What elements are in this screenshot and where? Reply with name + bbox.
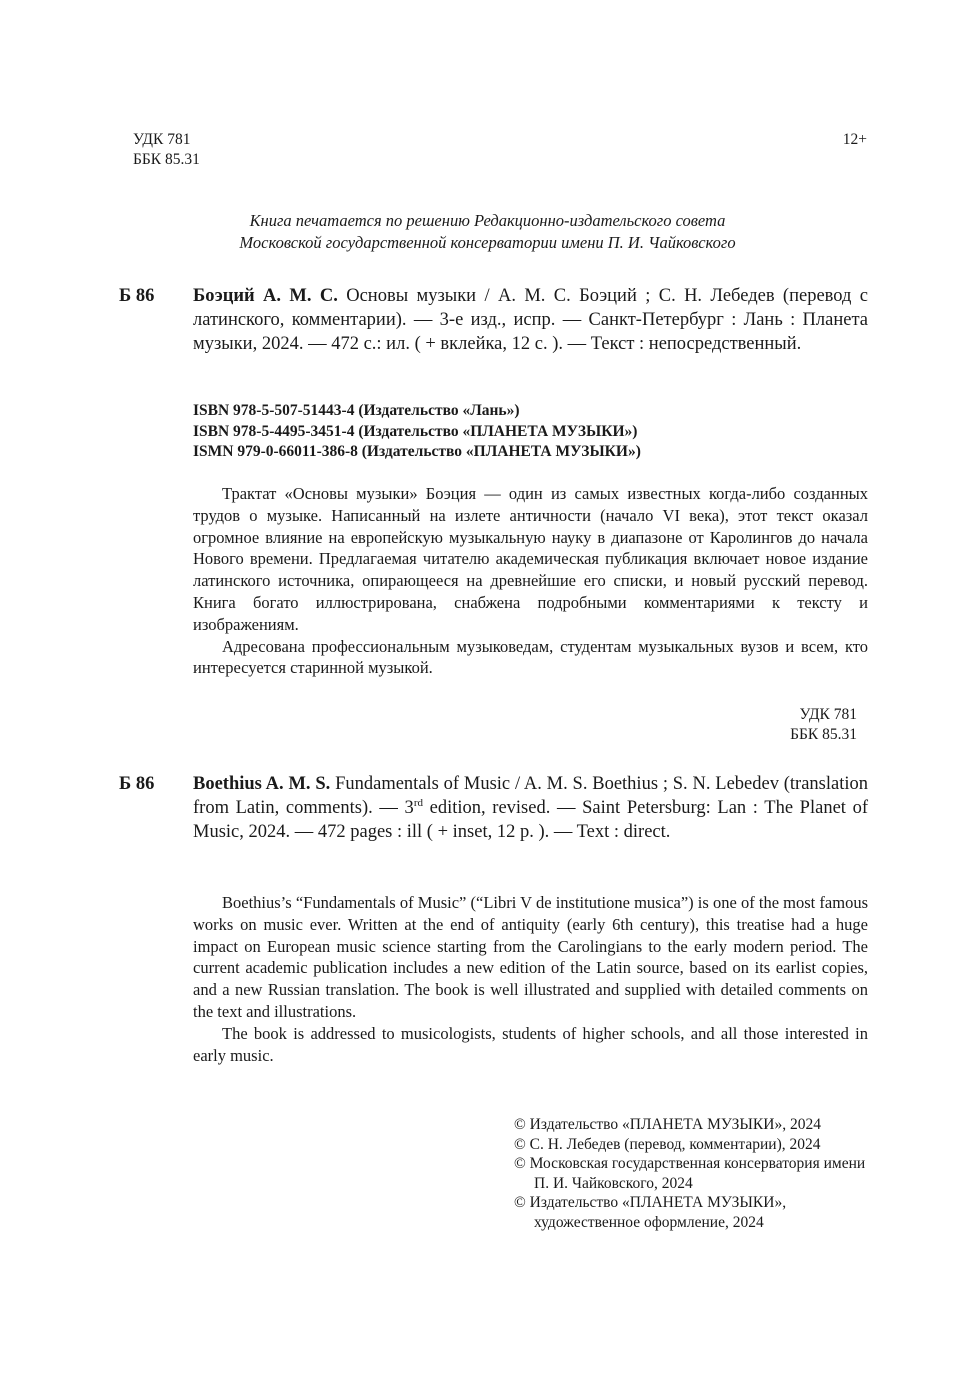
author-sign-ru: Б 86 [119,286,155,306]
ordinal-suffix: rd [413,797,423,809]
classification-codes-top [133,130,200,170]
copyright-item: © Издательство «ПЛАНЕТА МУЗЫКИ», 2024 [514,1116,821,1133]
publication-decision [0,210,975,254]
age-rating: 12+ [842,131,867,148]
entry-text-ru: Основы музыки / А. М. С. Боэций ; С. Н. Лебедев (перевод с латинского, комментарии). — 3-е изд., испр. — Санкт-Петербург : Лань : Планета музыки, 2024. — 472 с.: ил. ( + вклейка, 12 с. ). — Текст : непосредственный. [193,286,868,354]
author-name-en: Boethius A. M. S. [193,774,331,794]
udk-code: УДК 781 [133,131,191,148]
annotation-en-paragraph-1: Boethius’s “Fundamentals of Music” (“Libri V de institutione musica”) is one of the most famous works on music ever. Written at the end of antiquity (early 6th century), this treatise had a huge impact on European music science starting from the Carolingians to the early modern period. The current academic publication includes a new edition of the Latin source, based on its earlist copies, and a new Russian translation. The book is well illustrated and supplied with detailed comments on the text and illustrations. [193,893,868,1021]
classification-codes-right [790,705,857,745]
annotation-en [193,892,868,1066]
copyright-item: © Московская государственная консерватория имени П. И. Чайковского, 2024 [514,1155,866,1192]
isbn-planeta: ISBN 978-5-4495-3451-4 (Издательство «ПЛАНЕТА МУЗЫКИ») [193,422,638,440]
bibliographic-entry-ru [193,284,868,356]
decision-line-1: Книга печатается по решению Редакционно-издательского совета [249,211,726,230]
ismn-planeta: ISMN 979-0-66011-386-8 (Издательство «ПЛАНЕТА МУЗЫКИ») [193,443,641,460]
entry-text-en-part-1: Fundamentals of Music / A. M. S. Boethius ; S. N. Lebedev (translation from Latin, comments). — 3 [193,774,869,818]
entry-text-en-part-2: edition, revised. — Saint Petersburg: Lan : The Planet of Music, 2024. — 472 pages : ill ( + inset, 12 p. ). — Text : direct. [193,798,868,842]
copyright-item: © С. Н. Лебедев (перевод, комментарии), 2024 [514,1135,821,1153]
annotation-en-paragraph-2: The book is addressed to musicologists, students of higher schools, and all those interested in early music. [193,1023,868,1065]
copyright-block [514,1115,874,1232]
annotation-ru-paragraph-1: Трактат «Основы музыки» Боэция — один из самых известных когда-либо созданных трудов о музыке. Написанный на излете античности (начало VI века), этот текст оказал огромное влияние на европейскую музыкальную науку в диапазоне от Каролингов до начала Нового времени. Предлагаемая читателю академическая публикация включает новое издание латинского источника, опирающееся на древнейшие его списки, и новый русский перевод. Книга богато иллюстрирована, снабжена подробными комментариями к тексту и изображениям. [193,484,868,634]
copyright-item: © Издательство «ПЛАНЕТА МУЗЫКИ», художественное оформление, 2024 [514,1194,787,1231]
author-name-ru: Боэций А. М. С. [193,286,338,306]
bibliographic-entry-en [193,772,868,844]
isbn-list [193,401,641,463]
annotation-ru [193,483,868,679]
udk-code-right: УДК 781 [799,706,857,723]
isbn-lan: ISBN 978-5-507-51443-4 (Издательство «Лань») [193,402,520,419]
annotation-ru-paragraph-2: Адресована профессиональным музыковедам, студентам музыкальных вузов и всем, кто интересуется старинной музыкой. [193,636,868,678]
author-sign-en: Б 86 [119,774,155,794]
bbk-code: ББК 85.31 [133,151,200,168]
bbk-code-right: ББК 85.31 [790,726,857,743]
decision-line-2: Московской государственной консерватории имени П. И. Чайковского [239,233,736,252]
